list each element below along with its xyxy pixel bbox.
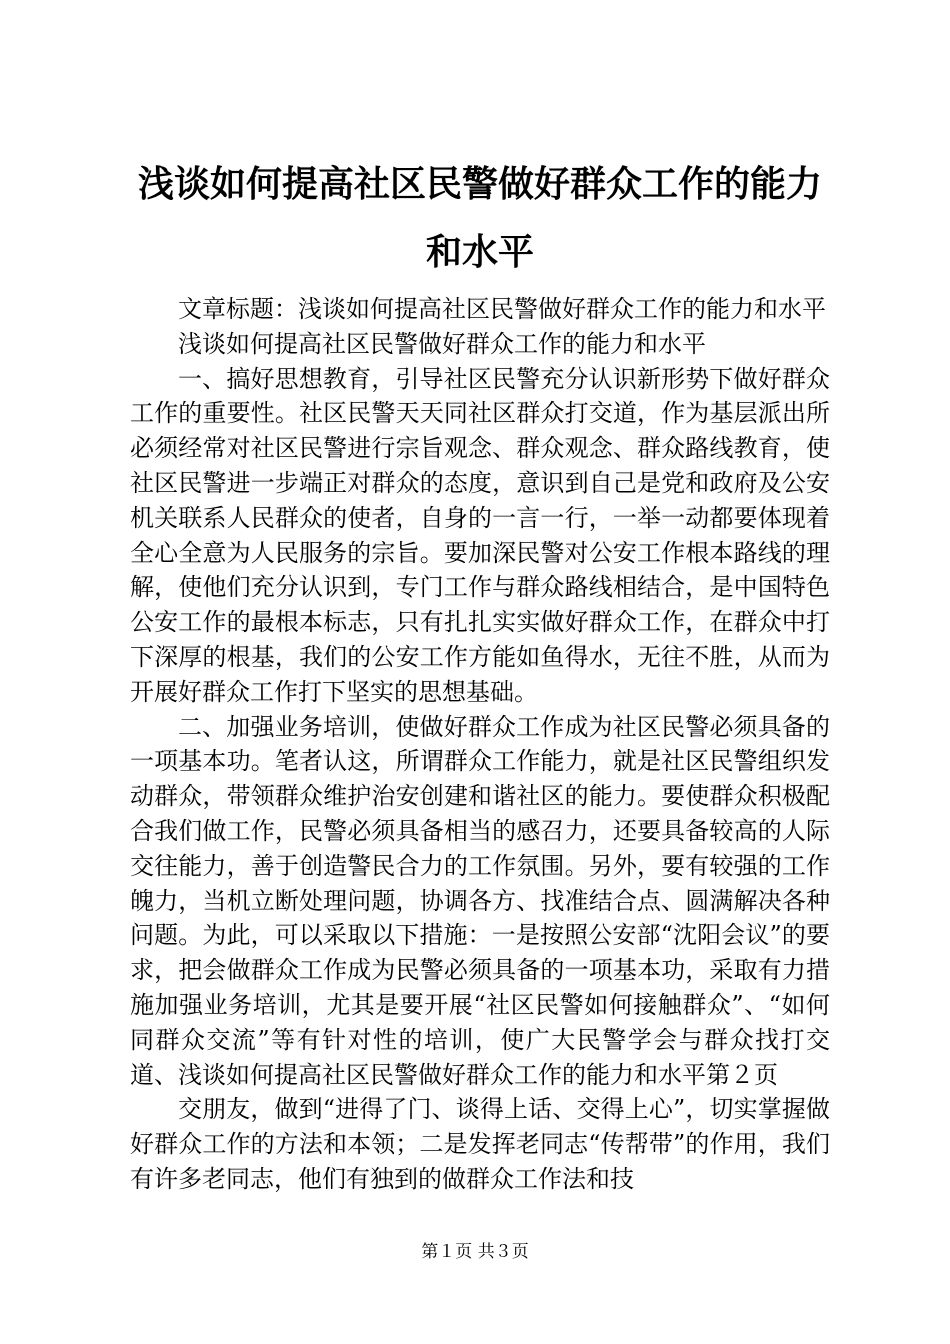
document-title: 浅谈如何提高社区民警做好群众工作的能力和水平 [137,163,822,273]
paragraph-section-one: 一、搞好思想教育，引导社区民警充分认识新形势下做好群众工作的重要性。社区民警天天同社区群众打交道，作为基层派出所必须经常对社区民警进行宗旨观念、群众观念、群众路线教育，使社区民警进一步端正对群众的态度，意识到自己是党和政府及公安机关联系人民群众的使者，自身的一言一行，一举一动都要体现着全心全意为人民服务的宗旨。要加深民警对公安工作根本路线的理解，使他们充分认识到，专门工作与群众路线相结合，是中国特色公安工作的最根本标志，只有扎扎实实做好群众工作，在群众中打下深厚的根基，我们的公安工作方能如鱼得水，无往不胜，从而为开展好群众工作打下坚实的思想基础。 [130,364,830,706]
paragraph-article-title: 文章标题：浅谈如何提高社区民警做好群众工作的能力和水平 [178,295,826,323]
document-subtitle: 浅谈如何提高社区民警做好群众工作的能力和水平 [178,329,706,358]
page-indicator: 第１页 共３页 [421,1242,529,1262]
paragraph-continued: 交朋友，做到“进得了门、谈得上话、交得上心”，切实掌握做好群众工作的方法和本领；二是发挥老同志“传帮带”的作用，我们有许多老同志，他们有独到的做群众工作法和技 [130,1095,830,1193]
paragraph-section-two: 二、加强业务培训，使做好群众工作成为社区民警必须具备的一项基本功。笔者认这，所谓群众工作能力，就是社区民警组织发动群众，带领群众维护治安创建和谐社区的能力。要使群众积极配合我们做工作，民警必须具备相当的感召力，还要具备较高的人际交往能力，善于创造警民合力的工作氛围。另外，要有较强的工作魄力，当机立断处理问题，协调各方、找准结合点、圆满解决各种问题。为此，可以采取以下措施：一是按照公安部“沈阳会议”的要求，把会做群众工作成为民警必须具备的一项基本功，采取有力措施加强业务培训，尤其是要开展“社区民警如何接触群众”、“如何同群众交流”等有针对性的培训，使广大民警学会与群众找打交道、浅谈如何提高社区民警做好群众工作的能力和水平第２页 [130,712,830,1089]
document-page [130,150,830,1197]
